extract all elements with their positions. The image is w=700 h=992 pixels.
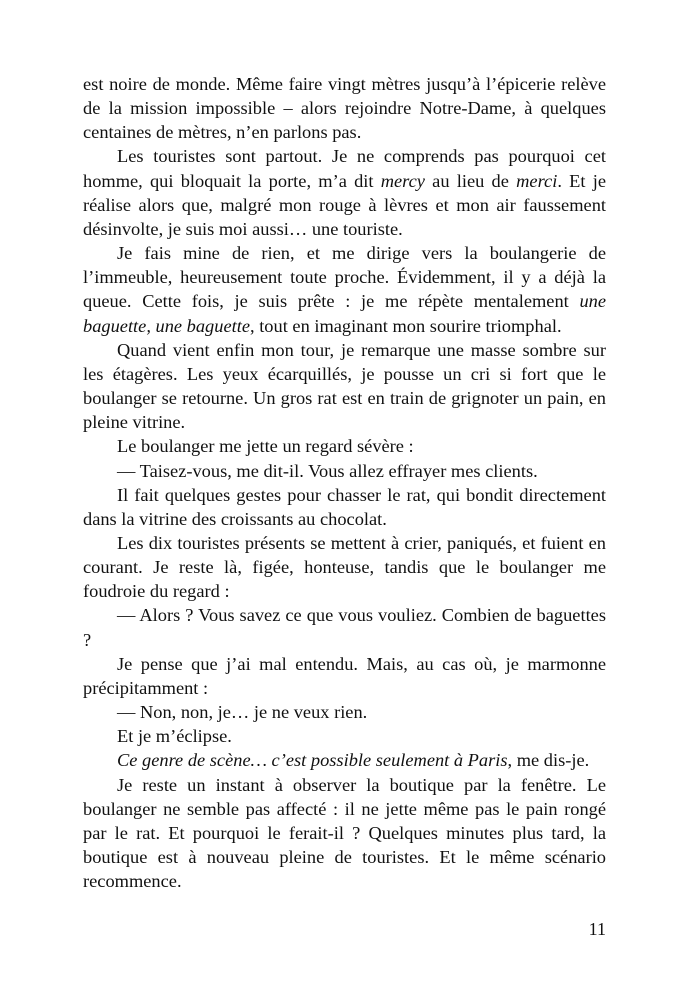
paragraph-14: [83, 773, 611, 894]
text-segment: Les dix touristes présents se mettent à crier, paniqués, et fuient en courant. Je reste là, figée, honteuse, tandis que le boulanger me foudroie du regard :: [83, 532, 611, 602]
text-segment: est noire de monde. Même faire vingt mètres jusqu’à l’épicerie relève de la mission impossible – alors rejoindre Notre-Dame, à quelques centaines de mètres, n’en parlons pas.: [83, 74, 611, 143]
italic-text-segment: une baguette, une baguette: [83, 291, 611, 336]
text-segment: — Non, non, je… je ne veux rien.: [117, 702, 368, 723]
paragraph-8: [83, 531, 611, 603]
paragraph-10: [83, 652, 611, 700]
text-segment: — Taisez-vous, me dit-il. Vous allez effrayer mes clients.: [117, 460, 538, 481]
text-segment: Je pense que j’ai mal entendu. Mais, au cas où, je marmonne précipitamment :: [83, 653, 611, 698]
dialogue-line-2: [83, 603, 611, 651]
paragraph-7: [83, 483, 611, 531]
paragraph-2: [83, 144, 611, 241]
dialogue-line-1: [83, 459, 606, 483]
italic-text-segment: Ce genre de scène… c’est possible seulement à Paris: [117, 750, 508, 771]
paragraph-13: [83, 748, 606, 772]
text-segment: Et je m’éclipse.: [117, 726, 232, 747]
text-segment: , tout en imaginant mon sourire triomphal.: [250, 315, 562, 336]
text-segment: Le boulanger me jette un regard sévère :: [117, 436, 414, 457]
page-body: [83, 72, 611, 893]
text-segment: au lieu de: [424, 170, 517, 191]
dialogue-line-3: [83, 700, 606, 724]
page-number: 11: [588, 919, 606, 939]
text-segment: — Alors ? Vous savez ce que vous vouliez. Combien de baguettes ?: [83, 605, 611, 650]
text-segment: Je fais mine de rien, et me dirige vers la boulangerie de l’immeuble, heureusement toute proche. Évidemment, il y a déjà la queue. Cette fois, je suis prête : je me répète mentalement: [83, 243, 611, 312]
paragraph-5: [83, 434, 606, 458]
paragraph-3: [83, 241, 611, 338]
italic-text-segment: merci: [516, 170, 558, 191]
text-segment: , me dis-je.: [507, 750, 590, 771]
text-segment: Les touristes sont partout. Je ne comprends pas pourquoi cet homme, qui bloquait la porte, m’a dit: [83, 146, 611, 191]
paragraph-12: [83, 724, 606, 748]
text-segment: Quand vient enfin mon tour, je remarque une masse sombre sur les étagères. Les yeux écarquillés, je pousse un cri si fort que le boulanger se retourne. Un gros rat est en train de grignoter un pain, en pleine vitrine.: [83, 339, 611, 433]
italic-text-segment: mercy: [380, 170, 425, 191]
paragraph-4: [83, 338, 611, 435]
text-segment: . Et je réalise alors que, malgré mon rouge à lèvres et mon air faussement désinvolte, je suis moi aussi… une touriste.: [83, 170, 611, 239]
text-segment: Je reste un instant à observer la boutique par la fenêtre. Le boulanger ne semble pas affecté : il ne jette même pas le pain rongé par le rat. Et pourquoi le ferait-il ? Quelques minutes plus tard, la boutique est à nouveau pleine de touristes. Et le même scénario recommence.: [83, 774, 611, 892]
paragraph-1: [83, 72, 611, 144]
text-segment: Il fait quelques gestes pour chasser le rat, qui bondit directement dans la vitrine des croissants au chocolat.: [83, 484, 611, 529]
